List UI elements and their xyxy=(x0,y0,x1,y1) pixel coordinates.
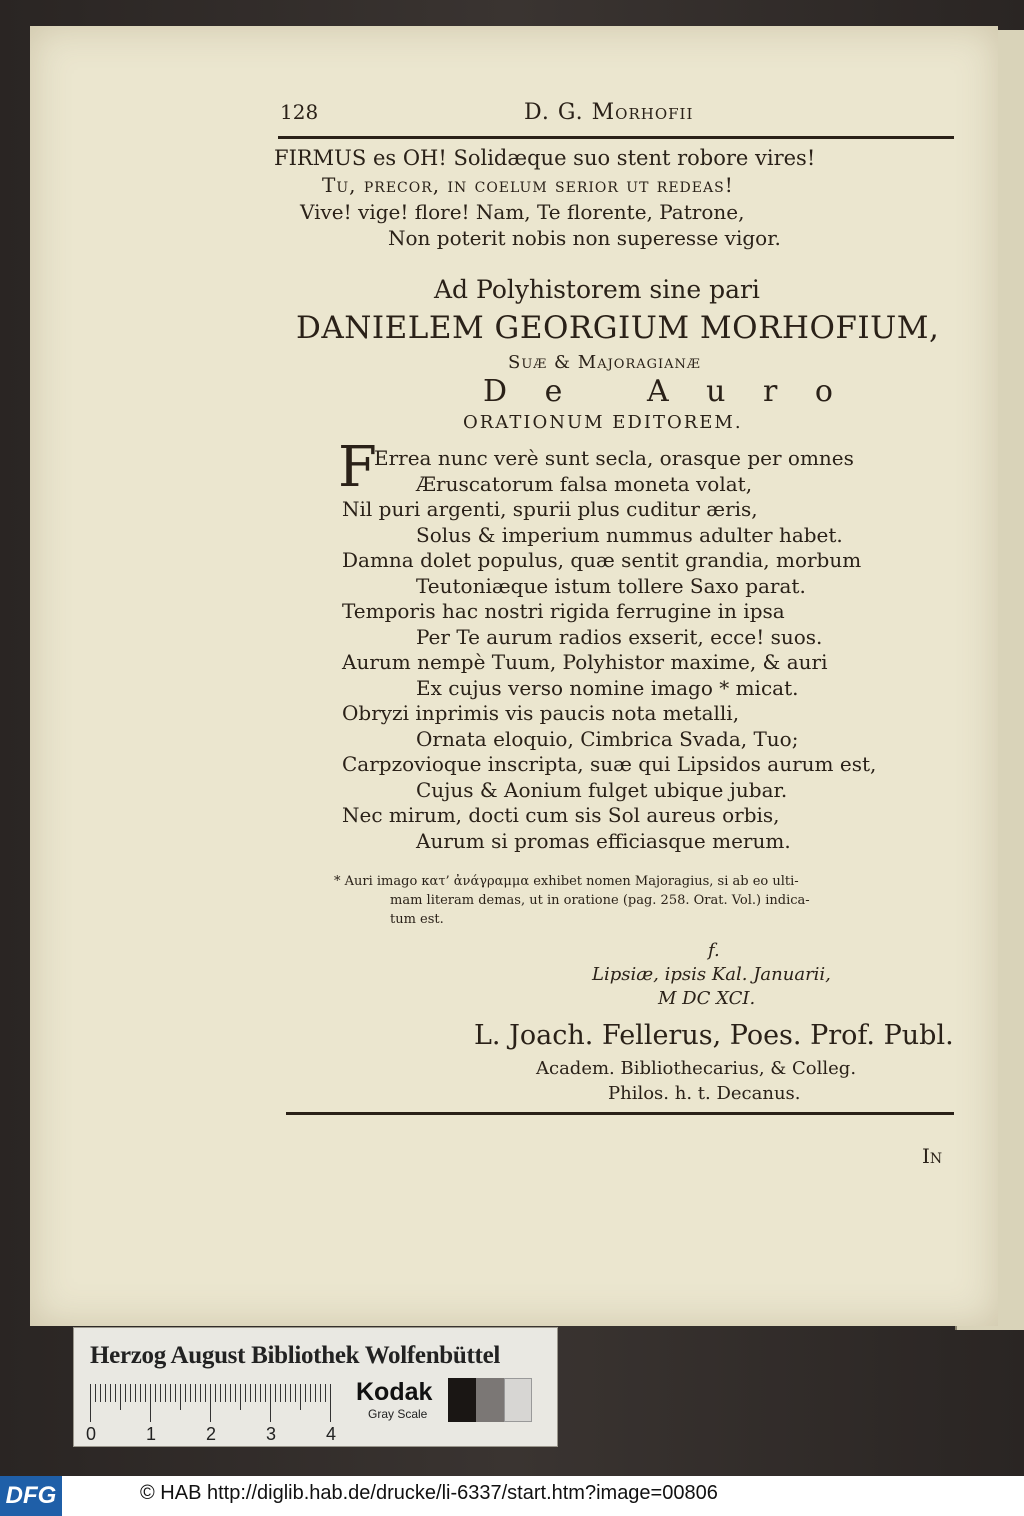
ruler-tick xyxy=(105,1384,106,1402)
title-line-5: ORATIONUM EDITOREM. xyxy=(463,412,743,433)
footnote-line-1: * Auri imago κατ’ ἀνάγραμμα exhibet nomen Majoragius, si ab eo ulti- xyxy=(334,874,799,889)
poem-line: Nil puri argenti, spurii plus cuditur æris, xyxy=(342,497,758,521)
poem-line: Damna dolet populus, quæ sentit grandia, morbum xyxy=(342,548,862,572)
gray-swatch-dark xyxy=(448,1378,476,1422)
poem-line: Aurum nempè Tuum, Polyhistor maxime, & auri xyxy=(342,650,828,674)
gray-scale-label: Gray Scale xyxy=(368,1407,428,1421)
ruler-tick xyxy=(270,1384,271,1422)
ruler-tick xyxy=(290,1384,291,1402)
ruler-tick xyxy=(225,1384,226,1402)
ruler-number: 2 xyxy=(206,1424,217,1444)
poem-line: Cujus & Aonium fulget ubique jubar. xyxy=(416,778,788,802)
ruler-tick xyxy=(90,1384,91,1422)
title-line-2: DANIELEM GEORGIUM MORHOFIUM, xyxy=(296,310,940,346)
page-number: 128 xyxy=(280,100,319,124)
title-line-3: Suæ & Majoragianæ xyxy=(508,352,701,373)
poem-line: Aurum si promas efficiasque merum. xyxy=(416,829,791,853)
footer-bar xyxy=(0,1476,1024,1516)
ruler-tick xyxy=(115,1384,116,1402)
ruler-number: 4 xyxy=(326,1424,337,1444)
ruler-tick xyxy=(110,1384,111,1402)
poem-line: Temporis hac nostri rigida ferrugine in ipsa xyxy=(342,599,785,623)
poem-line: Per Te aurum radios exserit, ecce! suos. xyxy=(416,625,823,649)
opening-verse-3: Vive! vige! flore! Nam, Te florente, Patrone, xyxy=(300,200,745,224)
ruler-tick xyxy=(145,1384,146,1402)
catchword: In xyxy=(922,1144,943,1168)
opening-verse-4: Non poterit nobis non superesse vigor. xyxy=(388,226,781,250)
ruler-tick xyxy=(125,1384,126,1402)
ruler-number: 1 xyxy=(146,1424,157,1444)
ruler-tick xyxy=(230,1384,231,1402)
ruler-tick xyxy=(250,1384,251,1402)
footnote-line-3: tum est. xyxy=(390,912,444,927)
ruler-tick xyxy=(130,1384,131,1402)
ruler-tick xyxy=(95,1384,96,1402)
poem-line: Solus & imperium nummus adulter habet. xyxy=(416,523,843,547)
poem-line: Teutoniæque istum tollere Saxo parat. xyxy=(416,574,806,598)
ruler-tick xyxy=(165,1384,166,1402)
poem-line: Obryzi inprimis vis paucis nota metalli, xyxy=(342,701,740,725)
ruler-tick xyxy=(310,1384,311,1402)
ruler-tick xyxy=(265,1384,266,1402)
signature-role-2: Philos. h. t. Decanus. xyxy=(608,1083,801,1104)
ruler-tick xyxy=(205,1384,206,1402)
opening-verse-1: FIRMUS es OH! Solidæque suo stent robore vires! xyxy=(274,146,816,170)
ruler-tick xyxy=(280,1384,281,1402)
ruler-tick xyxy=(305,1384,306,1402)
ruler-tick xyxy=(330,1384,331,1422)
poem-dropcap: F xyxy=(338,435,377,500)
ruler-tick xyxy=(100,1384,101,1402)
ruler-tick xyxy=(320,1384,321,1402)
dateline-year: M DC XCI. xyxy=(658,988,756,1009)
ruler-tick xyxy=(190,1384,191,1402)
library-name: Herzog August Bibliothek Wolfenbüttel xyxy=(90,1342,501,1369)
ruler-tick xyxy=(285,1384,286,1402)
library-color-card xyxy=(73,1327,558,1447)
ruler-tick xyxy=(220,1384,221,1402)
poem-line: Nec mirum, docti cum sis Sol aureus orbis, xyxy=(342,803,780,827)
ruler-number: 3 xyxy=(266,1424,277,1444)
ruler-tick xyxy=(140,1384,141,1402)
scale-ruler xyxy=(90,1384,350,1422)
ruler-number: 0 xyxy=(86,1424,97,1444)
ruler-tick xyxy=(215,1384,216,1402)
header-rule xyxy=(278,136,954,139)
gray-swatch-mid xyxy=(476,1378,504,1422)
kodak-logo: Kodak xyxy=(356,1378,433,1406)
ruler-tick xyxy=(120,1384,121,1410)
ruler-tick xyxy=(200,1384,201,1402)
signature-role-1: Academ. Bibliothecarius, & Colleg. xyxy=(536,1058,857,1079)
poem-line: Ornata eloquio, Cimbrica Svada, Tuo; xyxy=(416,727,799,751)
poem-line: Carpzovioque inscripta, suæ qui Lipsidos aurum est, xyxy=(342,752,877,776)
ruler-tick xyxy=(195,1384,196,1402)
opening-verse-2: Tu, precor, in coelum serior ut redeas! xyxy=(322,173,734,197)
ruler-tick xyxy=(150,1384,151,1422)
signature-name: L. Joach. Fellerus, Poes. Prof. Publ. xyxy=(474,1020,954,1051)
ruler-tick xyxy=(135,1384,136,1402)
book-page xyxy=(30,26,998,1326)
ruler-tick xyxy=(155,1384,156,1402)
ruler-tick xyxy=(275,1384,276,1402)
title-line-4: D e A u r o xyxy=(483,374,847,409)
footnote-line-2: mam literam demas, ut in oratione (pag. 258. Orat. Vol.) indica- xyxy=(390,893,810,908)
ruler-tick xyxy=(175,1384,176,1402)
running-head: D. G. Morhofii xyxy=(524,100,694,125)
ruler-tick xyxy=(210,1384,211,1422)
ruler-tick xyxy=(240,1384,241,1410)
ruler-tick xyxy=(325,1384,326,1402)
dateline-mark: f. xyxy=(708,940,720,961)
title-line-1: Ad Polyhistorem sine pari xyxy=(434,275,760,304)
ruler-tick xyxy=(160,1384,161,1402)
ruler-tick xyxy=(300,1384,301,1410)
poem-line: Æruscatorum falsa moneta volat, xyxy=(416,472,753,496)
copyright-link[interactable]: © HAB http://diglib.hab.de/drucke/li-6337/start.htm?image=00806 xyxy=(140,1482,718,1504)
ruler-tick xyxy=(235,1384,236,1402)
ruler-tick xyxy=(245,1384,246,1402)
gray-swatch-light xyxy=(504,1378,532,1422)
ruler-tick xyxy=(260,1384,261,1402)
ruler-tick xyxy=(315,1384,316,1402)
ruler-tick xyxy=(185,1384,186,1402)
ruler-tick xyxy=(180,1384,181,1410)
ruler-tick xyxy=(295,1384,296,1402)
poem-line: Errea nunc verè sunt secla, orasque per omnes xyxy=(374,446,854,470)
dateline-place: Lipsiæ, ipsis Kal. Januarii, xyxy=(592,964,831,985)
ruler-tick xyxy=(170,1384,171,1402)
dfg-logo: DFG xyxy=(0,1476,62,1516)
footer-rule xyxy=(286,1112,954,1115)
poem-line: Ex cujus verso nomine imago * micat. xyxy=(416,676,799,700)
ruler-tick xyxy=(255,1384,256,1402)
